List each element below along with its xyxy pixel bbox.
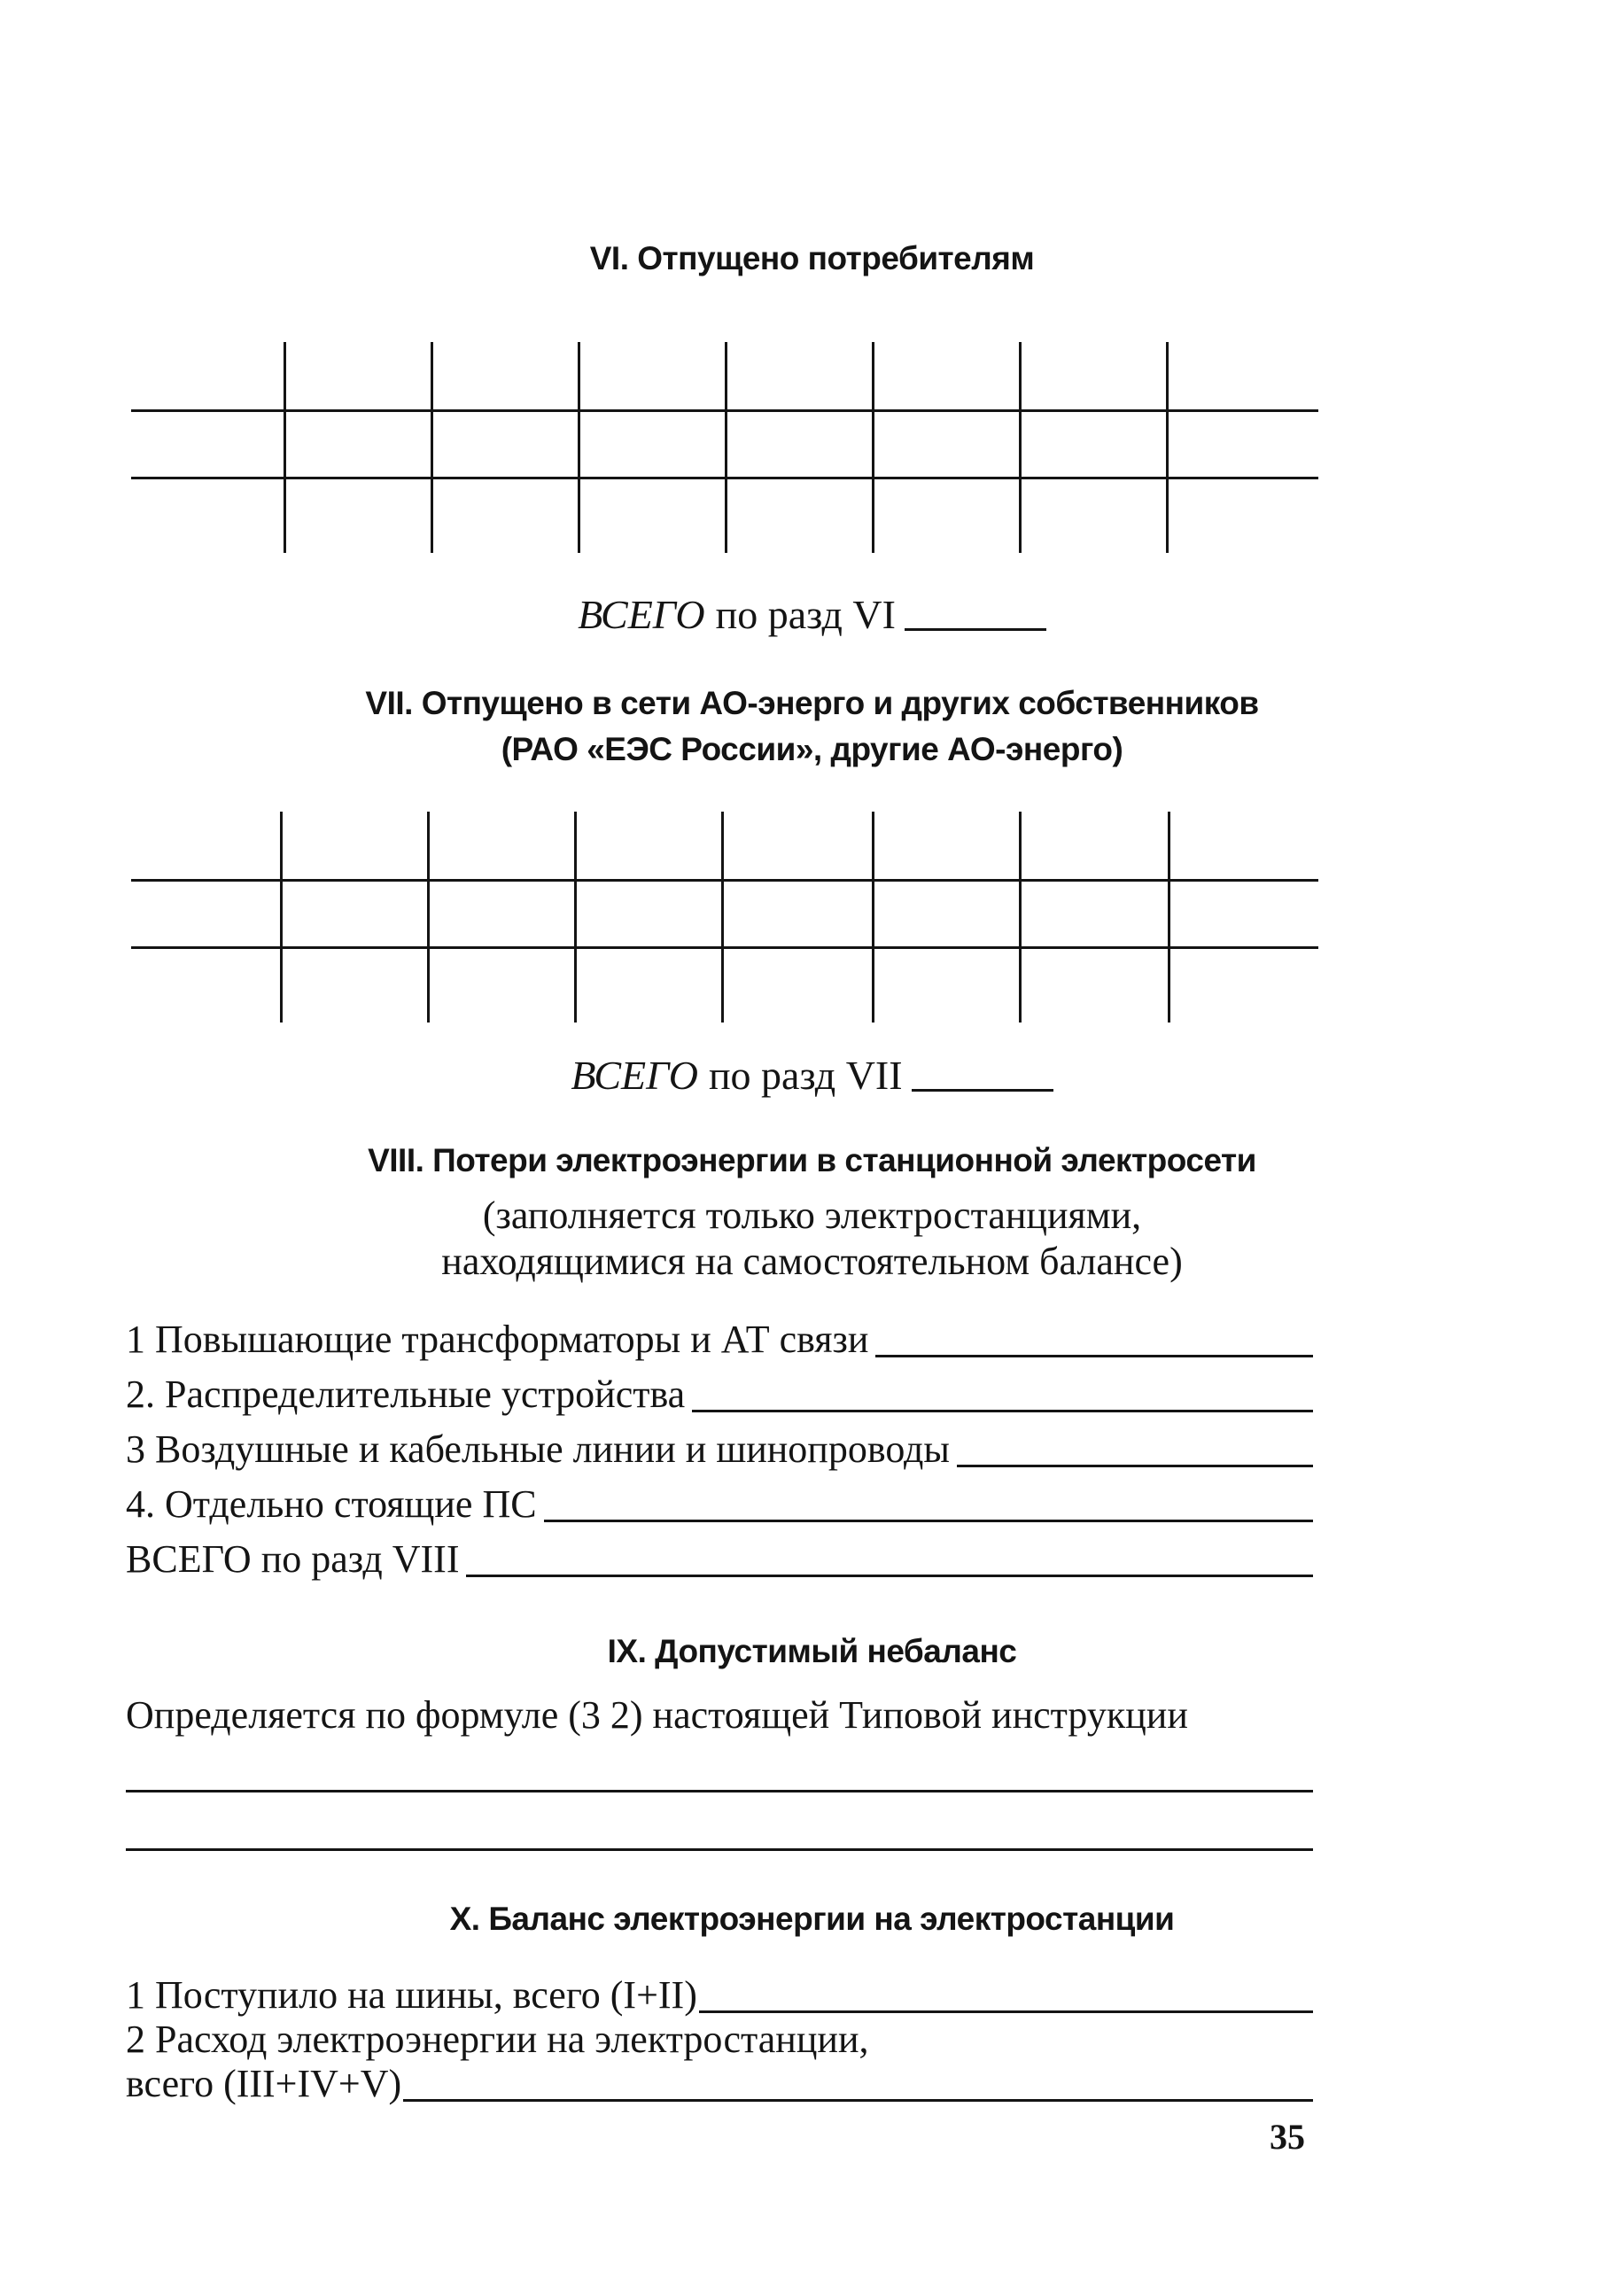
item-blank-field[interactable] <box>692 1410 1313 1412</box>
item-blank-field[interactable] <box>544 1520 1313 1522</box>
grid-line <box>721 812 724 1023</box>
section-viii-item-3 <box>126 1423 1313 1473</box>
grid-line <box>872 342 874 553</box>
item-label: 2. Распределительные устройства <box>126 1373 686 1416</box>
section-x-item-2-line1: 2 Расход электроэнергии на электростанции, <box>126 2018 869 2061</box>
grid-line <box>1168 812 1170 1023</box>
total-label-italic: ВСЕГО <box>578 592 705 637</box>
grid-line <box>427 812 430 1023</box>
grid-line <box>131 879 1318 882</box>
grid-line <box>131 946 1318 949</box>
section-vi-table-grid <box>131 342 1318 553</box>
item-label: 1 Поступило на шины, всего (I+II) <box>126 1973 697 2017</box>
grid-line <box>725 342 727 553</box>
grid-line <box>1166 342 1169 553</box>
item-blank-field[interactable] <box>957 1465 1313 1467</box>
section-ix-blank-line[interactable] <box>126 1848 1313 1851</box>
grid-line <box>284 342 286 553</box>
section-vii-table-grid <box>131 812 1318 1023</box>
section-ix-heading: IX. Допустимый небаланс <box>607 1633 1017 1669</box>
total-blank-field[interactable] <box>912 1089 1053 1092</box>
section-x-item-2 <box>126 2057 1313 2107</box>
section-viii-note-line1: (заполняется только электростанциями, <box>482 1194 1142 1237</box>
section-viii-item-1 <box>126 1313 1313 1363</box>
section-viii-heading: VIII. Потери электроэнергии в станционной электросети <box>368 1142 1256 1178</box>
total-blank-field[interactable] <box>905 628 1046 631</box>
section-viii-item-4 <box>126 1478 1313 1528</box>
grid-line <box>578 342 580 553</box>
grid-line <box>1019 812 1022 1023</box>
section-vii-heading-line1: VII. Отпущено в сети АО-энерго и других собственников <box>365 685 1259 721</box>
section-vii-heading-line2: (РАО «ЕЭС России», другие АО-энерго) <box>501 731 1123 767</box>
section-ix-text: Определяется по формуле (3 2) настоящей Типовой инструкции <box>126 1693 1188 1737</box>
total-label: по разд VI <box>715 592 896 637</box>
section-x-item-1 <box>126 1969 1313 2018</box>
grid-line <box>872 812 874 1023</box>
section-vi-heading: VI. Отпущено потребителям <box>589 240 1035 276</box>
section-viii-total <box>126 1533 1313 1582</box>
total-label-italic: ВСЕГО <box>571 1053 698 1098</box>
item-label: 1 Повышающие трансформаторы и АТ связи <box>126 1318 869 1361</box>
section-viii-item-2 <box>126 1368 1313 1418</box>
item-label: всего (III+IV+V) <box>126 2062 402 2105</box>
item-blank-field[interactable] <box>403 2099 1313 2102</box>
section-ix-blank-line[interactable] <box>126 1790 1313 1792</box>
total-label: по разд VII <box>708 1053 903 1098</box>
section-viii-note-line2: находящимися на самостоятельном балансе) <box>441 1240 1183 1283</box>
total-blank-field[interactable] <box>466 1575 1313 1577</box>
item-label: 4. Отдельно стоящие ПС <box>126 1482 537 1526</box>
total-label: ВСЕГО по разд VIII <box>126 1537 460 1581</box>
section-vi-total <box>0 585 1624 638</box>
grid-line <box>1019 342 1022 553</box>
item-blank-field[interactable] <box>875 1355 1313 1357</box>
section-vii-total <box>0 1046 1624 1099</box>
item-blank-field[interactable] <box>699 2010 1313 2013</box>
item-label: 3 Воздушные и кабельные линии и шинопроводы <box>126 1427 950 1471</box>
grid-line <box>431 342 433 553</box>
page-number: 35 <box>1270 2117 1305 2157</box>
section-x-heading: X. Баланс электроэнергии на электростанции <box>449 1901 1175 1937</box>
grid-line <box>280 812 283 1023</box>
grid-line <box>574 812 577 1023</box>
